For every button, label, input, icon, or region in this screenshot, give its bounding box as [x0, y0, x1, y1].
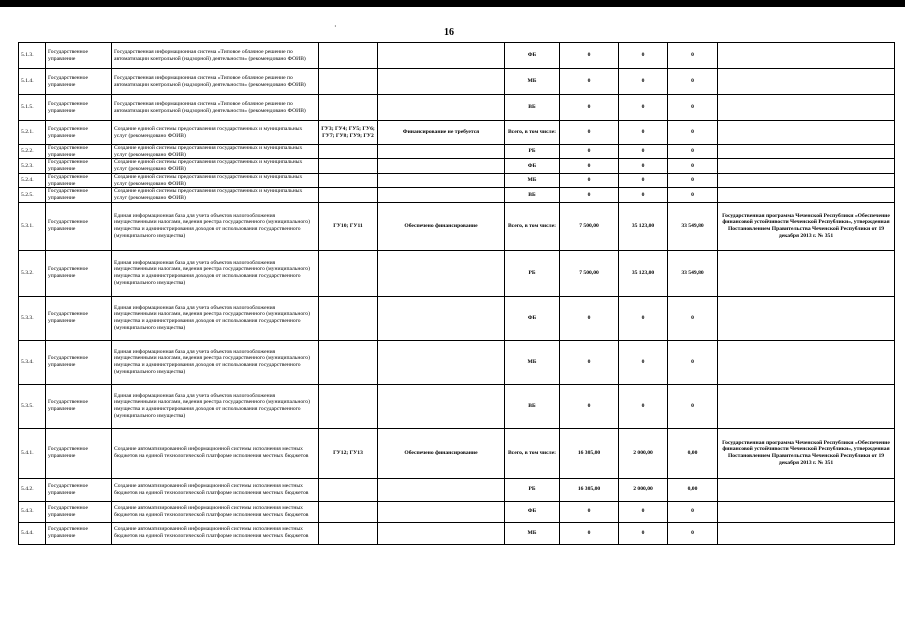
row-measure-name: Единая информационная база для учета объектов налогообложения имущественными налогами, ведения реестра государственного (муниципального) имущества и администрирования доходов от использования государственного (муниципального имущества) [112, 340, 319, 384]
row-department: Государственное управление [46, 159, 112, 173]
table-row [19, 188, 895, 202]
row-value-year-3: 0 [668, 501, 718, 522]
row-goal-codes [319, 250, 378, 296]
row-department: Государственное управление [46, 250, 112, 296]
row-program-note [718, 145, 895, 159]
row-number: 5.1.5. [19, 95, 46, 121]
row-value-year-3: 0 [668, 173, 718, 187]
row-measure-name: Государственная информационная система «Типовое облачное решение по автоматизации контрольной (надзорной) деятельности» (рекомендовано ФОИВ) [112, 69, 319, 95]
row-measure-name: Единая информационная база для учета объектов налогообложения имущественными налогами, ведения реестра государственного (муниципального) имущества и администрирования доходов от использования государственного (муниципального имущества) [112, 384, 319, 428]
row-value-year-1: 7 500,00 [560, 250, 619, 296]
row-value-year-3: 0 [668, 384, 718, 428]
row-value-year-1: 0 [560, 159, 619, 173]
row-department: Государственное управление [46, 202, 112, 250]
row-measure-name: Единая информационная база для учета объектов налогообложения имущественными налогами, ведения реестра государственного (муниципального) имущества и администрирования доходов от использования государственного (муниципального имущества) [112, 202, 319, 250]
row-department: Государственное управление [46, 95, 112, 121]
row-funding-source: МБ [505, 69, 560, 95]
row-program-note [718, 159, 895, 173]
row-funding-source: РБ [505, 250, 560, 296]
row-goal-codes [319, 69, 378, 95]
row-value-year-2: 35 123,00 [619, 202, 668, 250]
table-row [19, 522, 895, 544]
row-value-year-1: 7 500,00 [560, 202, 619, 250]
row-department: Государственное управление [46, 69, 112, 95]
row-funding-source: ФБ [505, 501, 560, 522]
row-value-year-2: 0 [619, 43, 668, 69]
row-program-note [718, 173, 895, 187]
row-program-note [718, 43, 895, 69]
row-value-year-2: 0 [619, 340, 668, 384]
page-number: 16 [444, 27, 454, 38]
row-funding-status: Обеспечено финансирование [378, 428, 505, 478]
row-program-note [718, 69, 895, 95]
row-funding-status [378, 188, 505, 202]
table-row [19, 250, 895, 296]
row-funding-source: Всего, в том числе: [505, 428, 560, 478]
row-department: Государственное управление [46, 121, 112, 145]
row-goal-codes [319, 145, 378, 159]
row-measure-name: Создание автоматизированной информационной системы исполнения местных бюджетов на единой технологической платформе исполнения местных бюджетов [112, 501, 319, 522]
row-value-year-2: 0 [619, 296, 668, 340]
row-program-note [718, 384, 895, 428]
row-goal-codes [319, 384, 378, 428]
row-number: 5.1.4. [19, 69, 46, 95]
row-funding-source: Всего, в том числе: [505, 202, 560, 250]
row-funding-source: ФБ [505, 159, 560, 173]
row-measure-name: Создание единой системы предоставления государственных и муниципальных услуг (рекомендовано ФОИВ) [112, 159, 319, 173]
row-value-year-1: 0 [560, 522, 619, 544]
row-value-year-3: 0 [668, 340, 718, 384]
row-measure-name: Государственная информационная система «Типовое облачное решение по автоматизации контрольной (надзорной) деятельности» (рекомендовано ФОИВ) [112, 95, 319, 121]
row-value-year-3: 0 [668, 95, 718, 121]
row-measure-name: Создание единой системы предоставления государственных и муниципальных услуг (рекомендовано ФОИВ) [112, 145, 319, 159]
row-value-year-3: 0 [668, 159, 718, 173]
row-number: 5.2.3. [19, 159, 46, 173]
top-border-bar [0, 0, 905, 7]
row-measure-name: Создание единой системы предоставления государственных и муниципальных услуг (рекомендовано ФОИВ) [112, 121, 319, 145]
row-number: 5.4.2. [19, 478, 46, 501]
table-row [19, 159, 895, 173]
row-value-year-2: 35 123,00 [619, 250, 668, 296]
table-row [19, 501, 895, 522]
table-row [19, 145, 895, 159]
row-value-year-1: 0 [560, 188, 619, 202]
row-number: 5.2.2. [19, 145, 46, 159]
row-funding-status: Обеспечено финансирование [378, 202, 505, 250]
row-program-note [718, 340, 895, 384]
row-funding-source: ВБ [505, 188, 560, 202]
table-row [19, 428, 895, 478]
table-body [19, 43, 895, 545]
row-goal-codes [319, 522, 378, 544]
row-department: Государственное управление [46, 501, 112, 522]
row-program-note: Государственная программа Чеченской Республики «Обеспечение финансовой устойчивости Чеченской Республики», утвержденная Постановлением Правительства Чеченской Республики от 19 декабря 2013 г. № 351 [718, 202, 895, 250]
row-measure-name: Создание единой системы предоставления государственных и муниципальных услуг (рекомендовано ФОИВ) [112, 188, 319, 202]
row-measure-name: Единая информационная база для учета объектов налогообложения имущественными налогами, ведения реестра государственного (муниципального) имущества и администрирования доходов от использования государственного (муниципального имущества) [112, 296, 319, 340]
row-goal-codes: ГУ10; ГУ11 [319, 202, 378, 250]
row-measure-name: Создание единой системы предоставления государственных и муниципальных услуг (рекомендовано ФОИВ) [112, 173, 319, 187]
scan-mark: · [334, 22, 337, 31]
row-department: Государственное управление [46, 296, 112, 340]
row-number: 5.2.1. [19, 121, 46, 145]
row-number: 5.3.3. [19, 296, 46, 340]
row-value-year-2: 0 [619, 159, 668, 173]
row-value-year-2: 0 [619, 188, 668, 202]
row-funding-status [378, 95, 505, 121]
row-value-year-3: 0 [668, 188, 718, 202]
row-value-year-2: 0 [619, 501, 668, 522]
budget-table [18, 42, 895, 545]
row-goal-codes [319, 501, 378, 522]
row-funding-source: МБ [505, 522, 560, 544]
row-number: 5.4.4. [19, 522, 46, 544]
row-value-year-2: 0 [619, 121, 668, 145]
row-program-note [718, 522, 895, 544]
row-value-year-1: 0 [560, 501, 619, 522]
row-value-year-3: 33 549,80 [668, 202, 718, 250]
row-funding-source: МБ [505, 340, 560, 384]
row-goal-codes [319, 43, 378, 69]
row-value-year-1: 0 [560, 69, 619, 95]
table-row [19, 43, 895, 69]
row-funding-status [378, 145, 505, 159]
row-measure-name: Создание автоматизированной информационной системы исполнения местных бюджетов на единой технологической платформе исполнения местных бюджетов [112, 428, 319, 478]
row-goal-codes [319, 95, 378, 121]
row-number: 5.2.5. [19, 188, 46, 202]
row-program-note: Государственная программа Чеченской Республики «Обеспечение финансовой устойчивости Чеченской Республики», утвержденная Постановлением Правительства Чеченской Республики от 19 декабря 2013 г. № 351 [718, 428, 895, 478]
row-department: Государственное управление [46, 173, 112, 187]
row-funding-source: РБ [505, 145, 560, 159]
row-goal-codes: ГУ3; ГУ4; ГУ5; ГУ6; ГУ7; ГУ8; ГУ9; ГУ2 [319, 121, 378, 145]
row-value-year-1: 0 [560, 173, 619, 187]
row-funding-source: РБ [505, 478, 560, 501]
table-row [19, 95, 895, 121]
row-program-note [718, 478, 895, 501]
row-funding-status [378, 501, 505, 522]
row-department: Государственное управление [46, 384, 112, 428]
row-value-year-1: 16 305,00 [560, 478, 619, 501]
table-row [19, 340, 895, 384]
row-funding-status [378, 478, 505, 501]
table-row [19, 69, 895, 95]
row-measure-name: Создание автоматизированной информационной системы исполнения местных бюджетов на единой технологической платформе исполнения местных бюджетов [112, 478, 319, 501]
row-goal-codes [319, 159, 378, 173]
row-number: 5.3.1. [19, 202, 46, 250]
row-value-year-2: 2 000,00 [619, 478, 668, 501]
row-goal-codes [319, 340, 378, 384]
row-value-year-1: 0 [560, 145, 619, 159]
row-funding-status [378, 250, 505, 296]
row-funding-status [378, 384, 505, 428]
row-value-year-2: 0 [619, 522, 668, 544]
table-row [19, 384, 895, 428]
row-goal-codes [319, 173, 378, 187]
row-funding-status [378, 296, 505, 340]
row-number: 5.4.3. [19, 501, 46, 522]
row-funding-source: ФБ [505, 43, 560, 69]
row-funding-source: ФБ [505, 296, 560, 340]
row-measure-name: Государственная информационная система «Типовое облачное решение по автоматизации контрольной (надзорной) деятельности» (рекомендовано ФОИВ) [112, 43, 319, 69]
row-value-year-2: 2 000,00 [619, 428, 668, 478]
row-funding-source: ВБ [505, 384, 560, 428]
row-number: 5.3.2. [19, 250, 46, 296]
table-row [19, 121, 895, 145]
row-number: 5.3.4. [19, 340, 46, 384]
row-value-year-3: 0 [668, 43, 718, 69]
row-number: 5.3.5. [19, 384, 46, 428]
row-value-year-3: 0 [668, 69, 718, 95]
row-measure-name: Создание автоматизированной информационной системы исполнения местных бюджетов на единой технологической платформе исполнения местных бюджетов [112, 522, 319, 544]
row-goal-codes [319, 188, 378, 202]
table-row [19, 296, 895, 340]
row-goal-codes [319, 478, 378, 501]
row-program-note [718, 95, 895, 121]
row-department: Государственное управление [46, 188, 112, 202]
row-funding-status [378, 173, 505, 187]
row-value-year-3: 0,00 [668, 478, 718, 501]
row-value-year-2: 0 [619, 173, 668, 187]
table-row [19, 202, 895, 250]
row-value-year-3: 0 [668, 145, 718, 159]
row-program-note [718, 250, 895, 296]
row-goal-codes [319, 296, 378, 340]
row-value-year-1: 0 [560, 43, 619, 69]
row-funding-status [378, 69, 505, 95]
table-row [19, 173, 895, 187]
row-department: Государственное управление [46, 145, 112, 159]
row-value-year-1: 0 [560, 95, 619, 121]
row-department: Государственное управление [46, 478, 112, 501]
row-program-note [718, 296, 895, 340]
row-program-note [718, 121, 895, 145]
row-funding-source: МБ [505, 173, 560, 187]
row-department: Государственное управление [46, 340, 112, 384]
row-value-year-3: 0 [668, 522, 718, 544]
row-department: Государственное управление [46, 522, 112, 544]
row-number: 5.2.4. [19, 173, 46, 187]
row-value-year-1: 0 [560, 296, 619, 340]
row-measure-name: Единая информационная база для учета объектов налогообложения имущественными налогами, ведения реестра государственного (муниципального) имущества и администрирования доходов от использования государственного (муниципального имущества) [112, 250, 319, 296]
row-funding-status [378, 159, 505, 173]
row-program-note [718, 501, 895, 522]
row-value-year-2: 0 [619, 384, 668, 428]
row-goal-codes: ГУ12; ГУ13 [319, 428, 378, 478]
row-value-year-1: 0 [560, 340, 619, 384]
row-funding-source: Всего, в том числе: [505, 121, 560, 145]
row-funding-status [378, 43, 505, 69]
row-department: Государственное управление [46, 428, 112, 478]
row-number: 5.4.1. [19, 428, 46, 478]
row-value-year-3: 0 [668, 296, 718, 340]
row-value-year-3: 0,00 [668, 428, 718, 478]
row-value-year-2: 0 [619, 145, 668, 159]
row-funding-status [378, 340, 505, 384]
row-program-note [718, 188, 895, 202]
row-value-year-1: 0 [560, 121, 619, 145]
row-department: Государственное управление [46, 43, 112, 69]
row-funding-source: ВБ [505, 95, 560, 121]
row-value-year-3: 33 549,80 [668, 250, 718, 296]
row-value-year-3: 0 [668, 121, 718, 145]
row-value-year-2: 0 [619, 69, 668, 95]
row-value-year-1: 16 305,00 [560, 428, 619, 478]
table-row [19, 478, 895, 501]
row-number: 5.1.3. [19, 43, 46, 69]
row-value-year-2: 0 [619, 95, 668, 121]
row-funding-status: Финансирование не требуется [378, 121, 505, 145]
row-value-year-1: 0 [560, 384, 619, 428]
row-funding-status [378, 522, 505, 544]
